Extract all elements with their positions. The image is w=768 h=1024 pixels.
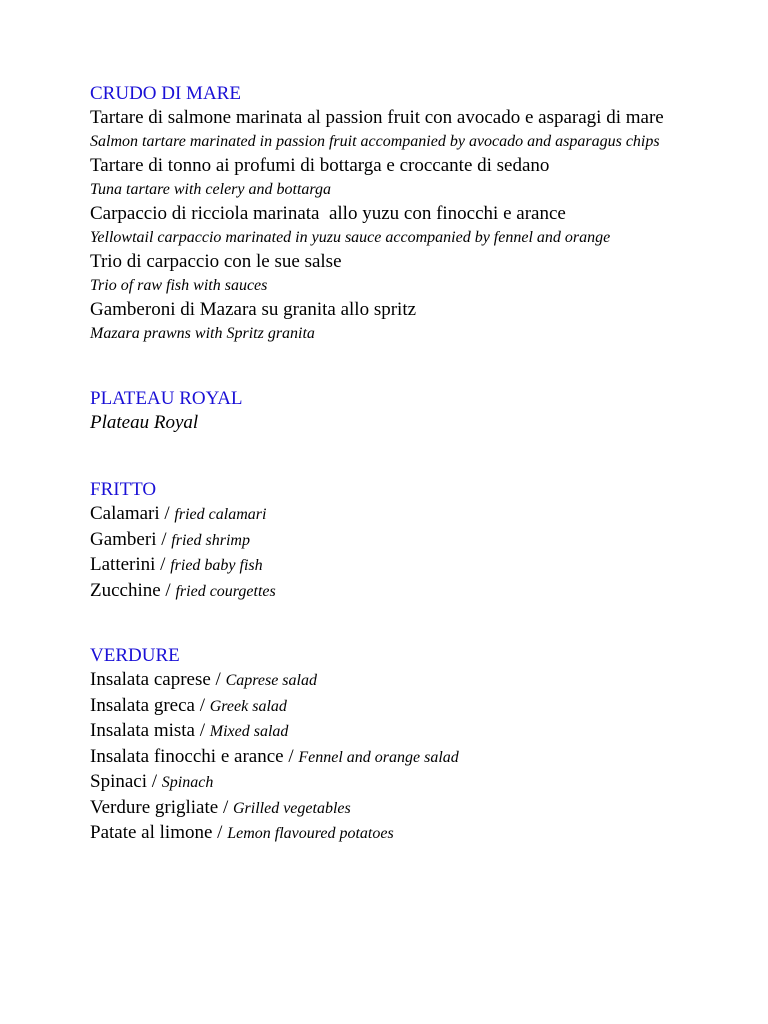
dish-pair [90,502,710,528]
dish-english: Fennel and orange salad [298,748,459,766]
section-plateau-royal [90,387,710,435]
dish-pair [90,821,710,847]
dish-english: Spinach [161,774,214,791]
dish-pair [90,745,710,771]
dish-pair [90,719,710,745]
dish-italian: Gamberoni di Mazara su granita allo spritz [90,299,417,320]
dish-english: Plateau Royal [90,412,199,433]
dish-italian: Insalata caprese / [90,669,226,690]
section-title-plateau: PLATEAU ROYAL [90,388,243,409]
dish-english: Trio of raw fish with sauces [90,277,268,294]
dish-english: Caprese salad [225,672,317,689]
dish-english: fried courgettes [175,582,276,600]
dish-english: Mixed salad [209,723,289,740]
section-title-crudo: CRUDO DI MARE [90,83,241,104]
dish-pair [90,668,710,694]
dish-italian: Spinaci / [90,771,162,792]
dish-pair [90,770,710,796]
dish-italian: Latterini / [90,554,171,575]
dish-english: fried calamari [174,506,267,523]
dish-pair [90,694,710,720]
dish-italian: Insalata mista / [90,720,210,741]
dish-english: Grilled vegetables [232,799,351,817]
menu-page [90,82,710,847]
dish-italian: Zucchine / [90,579,176,601]
section-crudo-di-mare [90,82,710,346]
dish-english: Yellowtail carpaccio marinated in yuzu sauce accompanied by fennel and orange [90,229,611,246]
section-fritto [90,478,710,604]
dish-italian: Calamari / [90,503,175,524]
section-title-fritto: FRITTO [90,479,157,500]
dish-english: Tuna tartare with celery and bottarga [90,181,332,198]
dish-italian: Insalata finocchi e arance / [90,745,299,767]
section-verdure [90,644,710,847]
dish-pair [90,579,710,605]
section-title-verdure: VERDURE [90,645,180,666]
dish-pair [90,796,710,822]
dish-italian: Tartare di tonno ai profumi di bottarga e croccante di sedano [90,155,550,176]
dish-italian: Carpaccio di ricciola marinata allo yuzu con finocchi e arance [90,203,566,224]
dish-italian: Insalata greca / [90,694,210,716]
dish-italian: Tartare di salmone marinata al passion fruit con avocado e asparagi di mare [90,107,664,128]
dish-italian: Gamberi / [90,528,172,550]
dish-pair [90,553,710,579]
dish-english: Lemon flavoured potatoes [227,825,394,842]
dish-english: Salmon tartare marinated in passion fruit accompanied by avocado and asparagus chips [90,133,660,150]
dish-italian: Patate al limone / [90,822,228,843]
dish-english: fried baby fish [170,557,263,574]
dish-italian: Trio di carpaccio con le sue salse [90,251,342,272]
dish-italian: Verdure grigliate / [90,796,233,818]
dish-english: Greek salad [209,697,287,715]
dish-english: Mazara prawns with Spritz granita [90,325,315,342]
dish-pair [90,528,710,554]
dish-english: fried shrimp [171,531,250,549]
